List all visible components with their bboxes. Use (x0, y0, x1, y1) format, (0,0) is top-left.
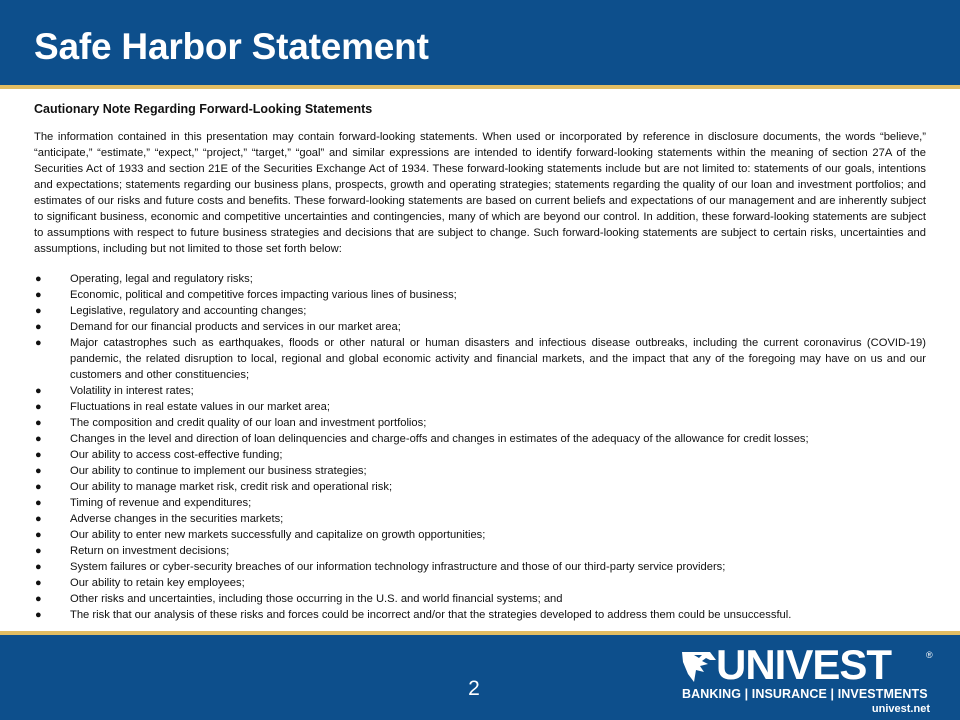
risk-text: Volatility in interest rates; (70, 385, 194, 397)
risk-item (34, 527, 926, 543)
logo-wordmark: UNIVEST (716, 641, 892, 688)
risk-item (34, 479, 926, 495)
bullet-icon: ● (35, 465, 42, 477)
logo-url: univest.net (871, 703, 930, 715)
bullet-icon: ● (35, 529, 42, 541)
risk-item (34, 591, 926, 607)
bullet-icon: ● (35, 545, 42, 557)
bullet-icon: ● (35, 577, 42, 589)
risk-text: Timing of revenue and expenditures; (70, 497, 252, 509)
page-number: 2 (468, 677, 480, 700)
risk-item (34, 399, 926, 415)
risk-text: Changes in the level and direction of loan delinquencies and charge-offs and changes in estimates of the adequacy of the allowance for credit losses; (70, 433, 809, 445)
risk-item (34, 303, 926, 319)
bullet-icon: ● (35, 609, 42, 621)
bullet-icon: ● (35, 513, 42, 525)
eagle-icon (680, 648, 718, 684)
bullet-icon: ● (35, 593, 42, 605)
risk-item (34, 543, 926, 559)
risk-text: Our ability to enter new markets successfully and capitalize on growth opportunities; (70, 529, 486, 541)
risk-text: Fluctuations in real estate values in our market area; (70, 401, 330, 413)
bullet-icon: ● (35, 321, 42, 333)
risk-item (34, 607, 926, 623)
bullet-icon: ● (35, 417, 42, 429)
risk-item (34, 335, 926, 383)
bullet-icon: ● (35, 273, 42, 285)
intro-paragraph: The information contained in this presentation may contain forward-looking statements. When used or incorporated by reference in disclosure documents, the words “believe,” “anticipate,” “estimate,” “expect,” “project,” “target,” “goal” and similar expressions are intended to identify forward-looking statements within the meaning of section 27A of the Securities Act of 1933 and section 21E of the Securities Exchange Act of 1934. These forward-looking statements include but are not limited to: statements of our goals, intentions and expectations; statements regarding our business plans, prospects, growth and operating strategies; statements regarding the quality of our loan and investment portfolios; and estimates of our risks and future costs and benefits. These forward-looking statements are based on current beliefs and expectations of our management and are inherently subject to significant business, economic and competitive uncertainties and contingencies, many of which are beyond our control. In addition, these forward-looking statements are subject to assumptions with respect to future business strategies and decisions that are subject to change. Such forward-looking statements are subject to certain risks, uncertainties and assumptions, including but not limited to those set forth below: (34, 131, 926, 255)
bullet-icon: ● (35, 449, 42, 461)
header-bar (0, 0, 960, 85)
risk-item (34, 447, 926, 463)
risk-list (34, 271, 926, 623)
bullet-icon: ● (35, 497, 42, 509)
risk-item (34, 383, 926, 399)
risk-item (34, 511, 926, 527)
risk-text: Operating, legal and regulatory risks; (70, 273, 253, 285)
risk-item (34, 415, 926, 431)
risk-text: The risk that our analysis of these risks and forces could be incorrect and/or that the strategies developed to address them could be unsuccessful. (70, 609, 792, 621)
risk-text: Major catastrophes such as earthquakes, floods or other natural or human disasters and infectious disease outbreaks, including the current coronavirus (COVID-19) pandemic, the related disruption to local, regional and global economic activity and financial markets, and the impact that any of the foregoing may have on us and our customers and other constituencies; (70, 337, 926, 381)
risk-text: Our ability to retain key employees; (70, 577, 245, 589)
bullet-icon: ● (35, 289, 42, 301)
risk-text: Legislative, regulatory and accounting changes; (70, 305, 307, 317)
page-title: Safe Harbor Statement (34, 26, 429, 67)
bullet-icon: ● (35, 401, 42, 413)
risk-text: Our ability to access cost-effective funding; (70, 449, 283, 461)
section-subheading: Cautionary Note Regarding Forward-Looking Statements (34, 102, 373, 116)
header-divider (0, 85, 960, 89)
registered-mark: ® (926, 650, 933, 660)
bullet-icon: ● (35, 433, 42, 445)
risk-item (34, 463, 926, 479)
content-area (34, 101, 926, 623)
bullet-icon: ● (35, 305, 42, 317)
bullet-icon: ● (35, 561, 42, 573)
univest-logo (680, 641, 936, 716)
risk-item (34, 575, 926, 591)
risk-text: Adverse changes in the securities markets; (70, 513, 284, 525)
risk-text: Other risks and uncertainties, including those occurring in the U.S. and world financial systems; and (70, 593, 563, 605)
risk-text: Our ability to continue to implement our business strategies; (70, 465, 367, 477)
risk-text: System failures or cyber-security breaches of our information technology infrastructure and those of our third-party service providers; (70, 561, 726, 573)
risk-item (34, 431, 926, 447)
risk-item (34, 271, 926, 287)
bullet-icon: ● (35, 385, 42, 397)
risk-text: Our ability to manage market risk, credit risk and operational risk; (70, 481, 393, 493)
bullet-icon: ● (35, 337, 42, 349)
risk-text: Economic, political and competitive forces impacting various lines of business; (70, 289, 457, 301)
risk-item (34, 287, 926, 303)
risk-text: Demand for our financial products and services in our market area; (70, 321, 401, 333)
logo-tagline: BANKING | INSURANCE | INVESTMENTS (682, 687, 928, 701)
risk-item (34, 559, 926, 575)
risk-item (34, 495, 926, 511)
risk-item (34, 319, 926, 335)
risk-text: Return on investment decisions; (70, 545, 230, 557)
risk-text: The composition and credit quality of our loan and investment portfolios; (70, 417, 427, 429)
bullet-icon: ● (35, 481, 42, 493)
